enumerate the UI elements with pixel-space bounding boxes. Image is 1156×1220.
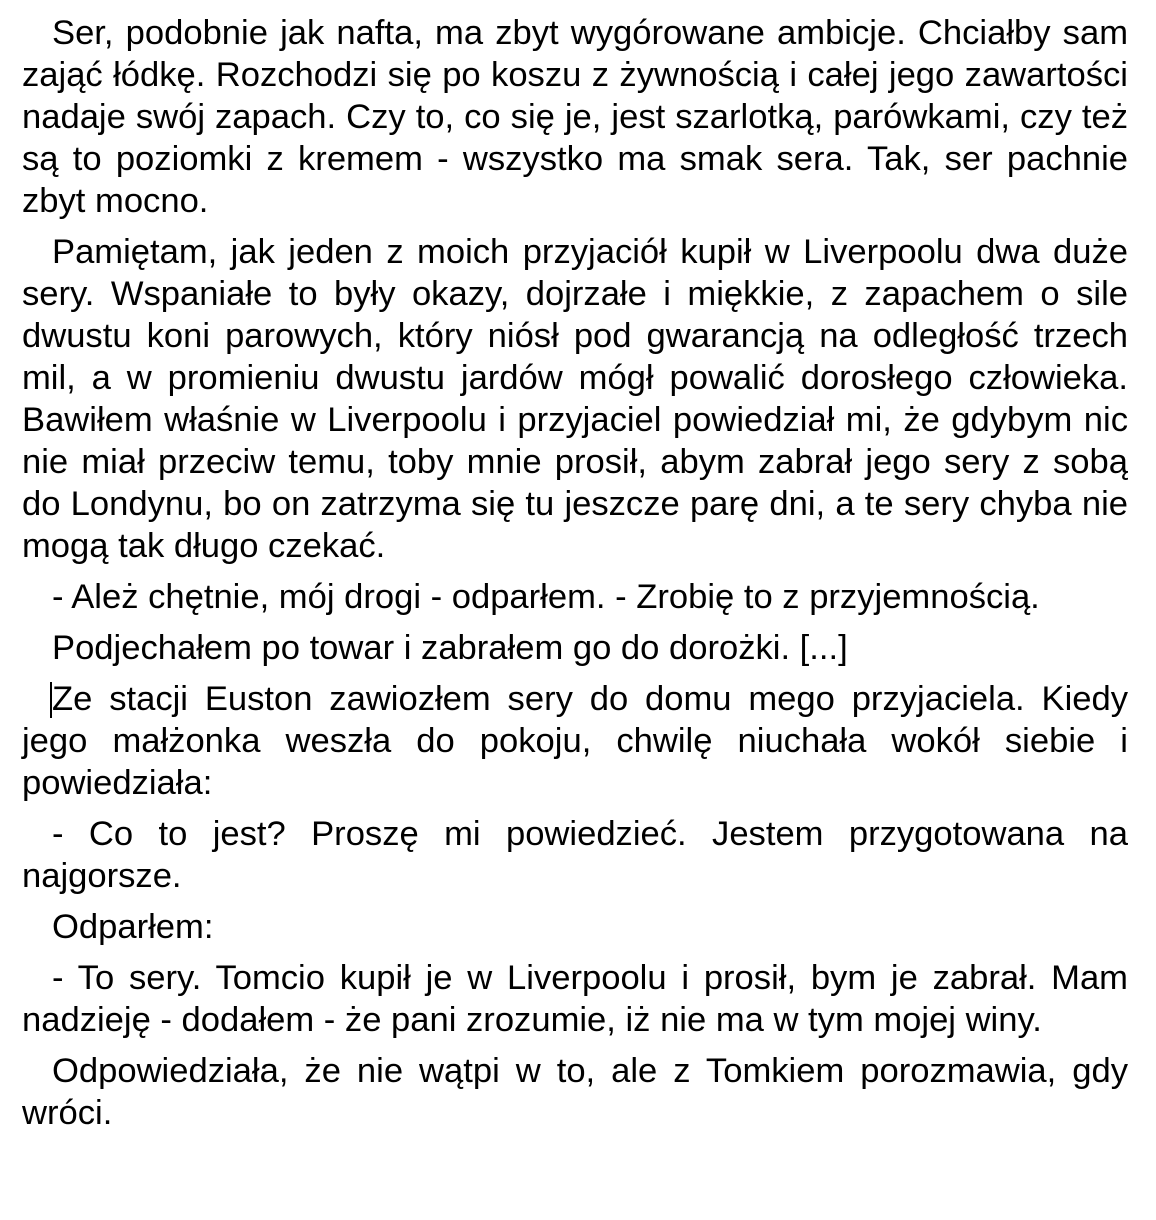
paragraph-1: Ser, podobnie jak nafta, ma zbyt wygórowane ambicje. Chciałby sam zająć łódkę. Rozchodzi się po koszu z żywnością i całej jego zawartości nadaje swój zapach. Czy to, co się je, jest szarlotką, parówkami, czy też są to poziomki z kremem - wszystko ma smak sera. Tak, ser pachnie zbyt mocno. xyxy=(22,14,1128,220)
document-page xyxy=(22,12,1128,1143)
paragraph-5: Ze stacji Euston zawiozłem sery do domu mego przyjaciela. Kiedy jego małżonka weszła do pokoju, chwilę niuchała wokół siebie i powiedziała: xyxy=(22,680,1128,802)
paragraph-2: Pamiętam, jak jeden z moich przyjaciół kupił w Liverpoolu dwa duże sery. Wspaniałe to były okazy, dojrzałe i miękkie, z zapachem o sile dwustu koni parowych, który niósł pod gwarancją na odległość trzech mil, a w promieniu dwustu jardów mógł powalić dorosłego człowieka. Bawiłem właśnie w Liverpoolu i przyjaciel powiedział mi, że gdybym nic nie miał przeciw temu, toby mnie prosił, abym zabrał jego sery z sobą do Londynu, bo on zatrzyma się tu jeszcze parę dni, a te sery chyba nie mogą tak długo czekać. xyxy=(22,233,1128,565)
paragraph-5-wrapper[interactable] xyxy=(22,678,1128,804)
paragraph-9: Odpowiedziała, że nie wątpi w to, ale z Tomkiem porozmawia, gdy wróci. xyxy=(22,1052,1128,1132)
paragraph-4: Podjechałem po towar i zabrałem go do dorożki. [...] xyxy=(52,629,848,667)
text-cursor xyxy=(50,682,52,718)
paragraph-6: - Co to jest? Proszę mi powiedzieć. Jestem przygotowana na najgorsze. xyxy=(22,815,1128,895)
paragraph-8: - To sery. Tomcio kupił je w Liverpoolu i prosił, bym je zabrał. Mam nadzieję - dodałem - że pani zrozumie, iż nie ma w tym mojej winy. xyxy=(22,959,1128,1039)
paragraph-3: - Ależ chętnie, mój drogi - odparłem. - Zrobię to z przyjemnością. xyxy=(52,578,1040,616)
paragraph-7: Odparłem: xyxy=(52,908,214,946)
